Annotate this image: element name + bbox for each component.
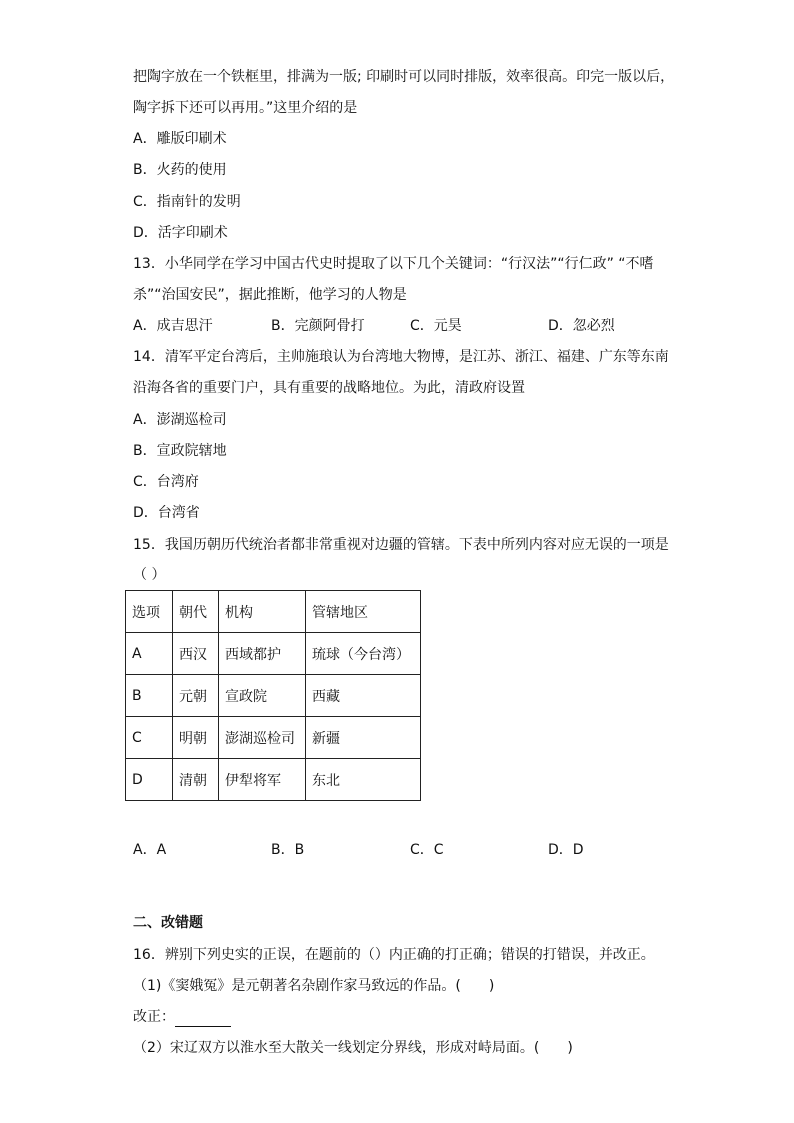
q12-option-a: A．雕版印刷术 — [133, 131, 227, 147]
table-header-row — [126, 591, 421, 633]
q14-stem-line1: 14．清军平定台湾后，主帅施琅认为台湾地大物博，是江苏、浙江、福建、广东等东南 — [133, 349, 669, 365]
table-row — [126, 717, 421, 759]
q16-stem: 16．辨别下列史实的正误，在题前的（）内正确的打正确；错误的打错误，并改正。 — [133, 947, 655, 963]
q13-option-b: B．完颜阿骨打 — [271, 318, 365, 334]
q12-option-c: C．指南针的发明 — [133, 194, 241, 210]
table-cell: 明朝 — [173, 717, 219, 759]
q16-item-2: （2）宋辽双方以淮水至大散关一线划定分界线，形成对峙局面。( ) — [133, 1040, 573, 1056]
table-cell: 元朝 — [173, 675, 219, 717]
q15-option-c: C．C — [410, 842, 444, 858]
q15-stem-line2: （ ） — [133, 567, 166, 583]
q16-correction-line — [133, 1007, 231, 1027]
q12-stem-line1: 把陶字放在一个铁框里，排满为一版; 印刷时可以同时排版，效率很高。印完一版以后， — [133, 69, 675, 85]
table-cell: 澎湖巡检司 — [219, 717, 306, 759]
table-cell: 清朝 — [173, 759, 219, 801]
table-header-cell: 选项 — [126, 591, 173, 633]
q14-stem-line2: 沿海各省的重要门户，具有重要的战略地位。为此，清政府设置 — [133, 380, 525, 396]
q15-table — [125, 590, 421, 801]
table-cell: C — [126, 717, 173, 759]
table-header-cell: 管辖地区 — [306, 591, 421, 633]
q13-stem-line1: 13．小华同学在学习中国古代史时提取了以下几个关键词：“行汉法”“行仁政” “不嗜 — [133, 256, 654, 272]
table-row — [126, 759, 421, 801]
q15-option-a: A．A — [133, 842, 167, 858]
q12-option-b: B．火药的使用 — [133, 162, 227, 178]
table-cell: 琉球（今台湾） — [306, 633, 421, 675]
q12-stem-line2: 陶字拆下还可以再用。”这里介绍的是 — [133, 100, 358, 116]
q14-option-b: B．宣政院辖地 — [133, 443, 227, 459]
q12-option-d: D．活字印刷术 — [133, 225, 228, 241]
q13-option-c: C．元昊 — [410, 318, 462, 334]
answer-blank[interactable] — [175, 1012, 231, 1027]
table-row — [126, 675, 421, 717]
table-cell: 西汉 — [173, 633, 219, 675]
table-cell: 伊犁将军 — [219, 759, 306, 801]
table-cell: 西域都护 — [219, 633, 306, 675]
q16-item-1: （1)《窦娥冤》是元朝著名杂剧作家马致远的作品。( ) — [133, 978, 495, 994]
q15-option-b: B．B — [271, 842, 305, 858]
table-cell: A — [126, 633, 173, 675]
table-row — [126, 633, 421, 675]
q14-option-c: C．台湾府 — [133, 474, 199, 490]
q13-option-d: D．忽必烈 — [548, 318, 615, 334]
q14-option-a: A．澎湖巡检司 — [133, 412, 227, 428]
table-cell: 宣政院 — [219, 675, 306, 717]
table-cell: 新疆 — [306, 717, 421, 759]
table-header-cell: 机构 — [219, 591, 306, 633]
table-cell: 东北 — [306, 759, 421, 801]
q15-option-d: D．D — [548, 842, 584, 858]
q14-option-d: D．台湾省 — [133, 505, 200, 521]
q15-stem-line1: 15．我国历朝历代统治者都非常重视对边疆的管辖。下表中所列内容对应无误的一项是 — [133, 537, 669, 553]
section-title: 二、改错题 — [133, 915, 203, 931]
q13-option-a: A．成吉思汗 — [133, 318, 213, 334]
table-cell: 西藏 — [306, 675, 421, 717]
table-header-cell: 朝代 — [173, 591, 219, 633]
table-cell: B — [126, 675, 173, 717]
correction-label: 改正： — [133, 1009, 175, 1025]
table-cell: D — [126, 759, 173, 801]
q13-stem-line2: 杀”“治国安民”，据此推断，他学习的人物是 — [133, 287, 407, 303]
